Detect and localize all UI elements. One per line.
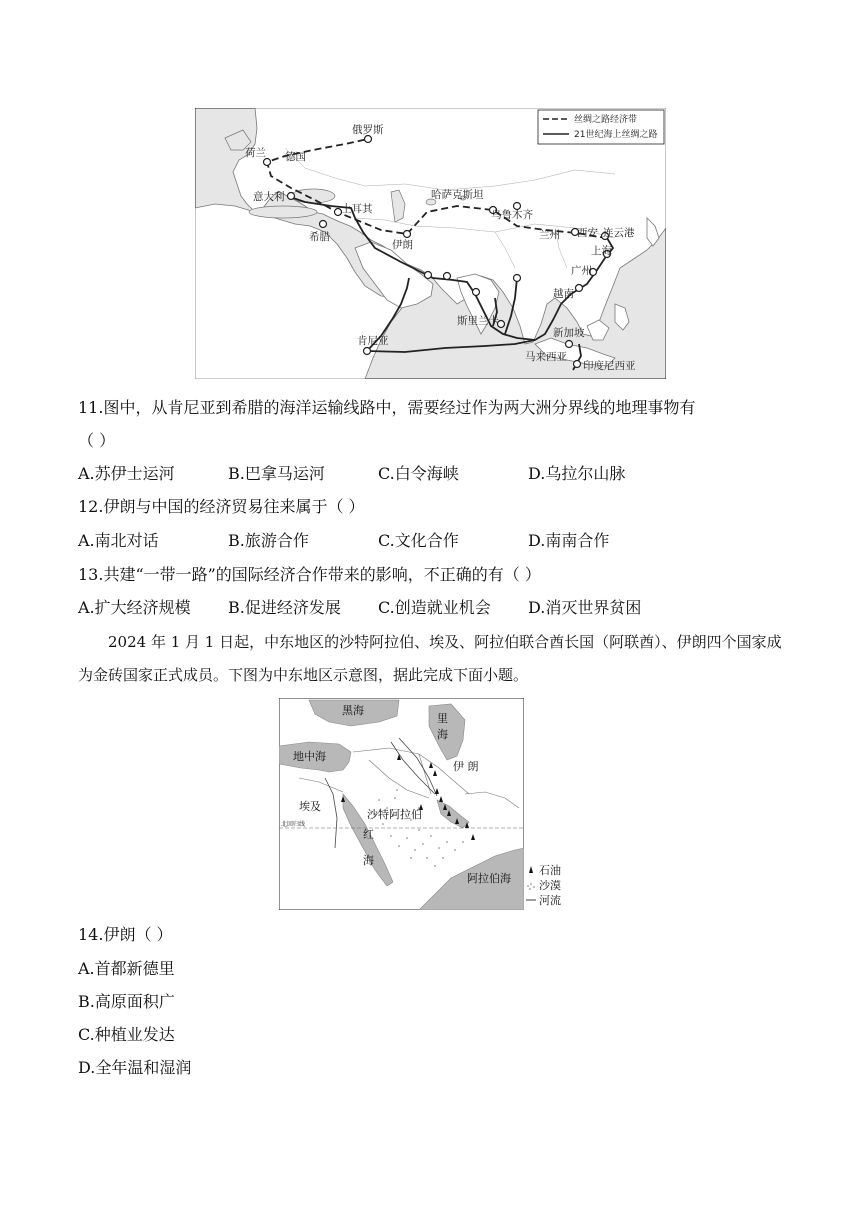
label-saudi-arabia: 沙特阿拉伯 xyxy=(367,808,422,821)
belt-and-road-map xyxy=(195,108,666,379)
label-guangzhou: 广州 xyxy=(571,265,592,277)
label-italy: 意大利 xyxy=(253,191,285,203)
label-srilanka: 斯里兰卡 xyxy=(457,315,499,327)
middle-east-legend xyxy=(525,862,585,910)
label-lianyungang: 连云港 xyxy=(603,227,635,239)
label-egypt: 埃及 xyxy=(299,800,321,813)
label-germany: 德国 xyxy=(285,151,306,163)
legend-maritime-road: 21世纪海上丝绸之路 xyxy=(574,130,658,140)
q12-option-b: B.旅游合作 xyxy=(228,531,309,550)
legend-river: 河流 xyxy=(539,894,561,907)
label-red-sea-2: 海 xyxy=(363,854,374,867)
label-arabian-sea: 阿拉伯海 xyxy=(467,872,511,885)
q13-option-b: B.促进经济发展 xyxy=(228,598,341,617)
label-singapore: 新加坡 xyxy=(553,327,585,339)
label-tropic: 北回归线 xyxy=(281,821,306,828)
label-kenya: 肯尼亚 xyxy=(357,335,389,347)
q11-option-d: D.乌拉尔山脉 xyxy=(528,464,626,483)
question-11-stem: 11.图中，从肯尼亚到希腊的海洋运输线路中，需要经过作为两大洲分界线的地理事物有 xyxy=(78,398,696,417)
label-red-sea-1: 红 xyxy=(363,828,374,841)
label-turkey: 土耳其 xyxy=(341,203,373,215)
legend-belt: 丝绸之路经济带 xyxy=(574,115,638,125)
label-mediterranean: 地中海 xyxy=(293,750,326,763)
q14-option-d: D.全年温和湿润 xyxy=(78,1058,192,1077)
label-iran: 伊 朗 xyxy=(453,760,479,773)
label-malaysia: 马来西亚 xyxy=(525,351,567,363)
label-kazakhstan: 哈萨克斯坦 xyxy=(431,189,484,201)
q11-option-c: C.白令海峡 xyxy=(378,464,459,483)
label-vietnam: 越南 xyxy=(553,288,574,300)
q13-option-c: C.创造就业机会 xyxy=(378,598,491,617)
q12-option-c: C.文化合作 xyxy=(378,531,459,550)
q12-option-d: D.南南合作 xyxy=(528,531,610,550)
intro-paragraph: 2024 年 1 月 1 日起，中东地区的沙特阿拉伯、埃及、阿拉伯联合酋长国（阿联酋）、伊朗四个国家成为金砖国家正式成员。下图为中东地区示意图，据此完成下面小题。 xyxy=(78,633,782,684)
label-shanghai: 上海 xyxy=(591,245,612,257)
question-11-paren: （ ） xyxy=(78,431,116,450)
label-indonesia: 印度尼西亚 xyxy=(583,360,636,372)
label-caspian-2: 海 xyxy=(437,728,448,741)
q14-option-b: B.高原面积广 xyxy=(78,992,175,1011)
question-12-stem: 12.伊朗与中国的经济贸易往来属于（ ） xyxy=(78,497,365,516)
legend-oil: 石油 xyxy=(539,864,561,877)
q11-option-b: B.巴拿马运河 xyxy=(228,464,325,483)
legend-desert: 沙漠 xyxy=(539,879,561,892)
middle-east-map xyxy=(279,698,524,910)
label-black-sea: 黑海 xyxy=(342,704,364,717)
q11-option-a: A.苏伊士运河 xyxy=(78,464,175,483)
question-13-stem: 13.共建“一带一路”的国际经济合作带来的影响，不正确的有（ ） xyxy=(78,565,541,584)
label-iran: 伊朗 xyxy=(392,239,413,251)
question-14-stem: 14.伊朗（ ） xyxy=(78,925,173,944)
q12-option-a: A.南北对话 xyxy=(78,531,159,550)
label-caspian-1: 里 xyxy=(437,712,448,725)
label-netherlands: 荷兰 xyxy=(245,147,266,159)
q14-option-a: A.首都新德里 xyxy=(78,959,175,978)
label-russia: 俄罗斯 xyxy=(352,124,384,136)
label-urumqi: 乌鲁木齐 xyxy=(491,209,533,221)
label-greece: 希腊 xyxy=(309,231,330,243)
q13-option-d: D.消灭世界贫困 xyxy=(528,598,642,617)
label-lanzhou: 兰州 xyxy=(539,229,560,241)
q13-option-a: A.扩大经济规模 xyxy=(78,598,191,617)
q14-option-c: C.种植业发达 xyxy=(78,1025,175,1044)
label-xian: 西安 xyxy=(577,227,598,239)
